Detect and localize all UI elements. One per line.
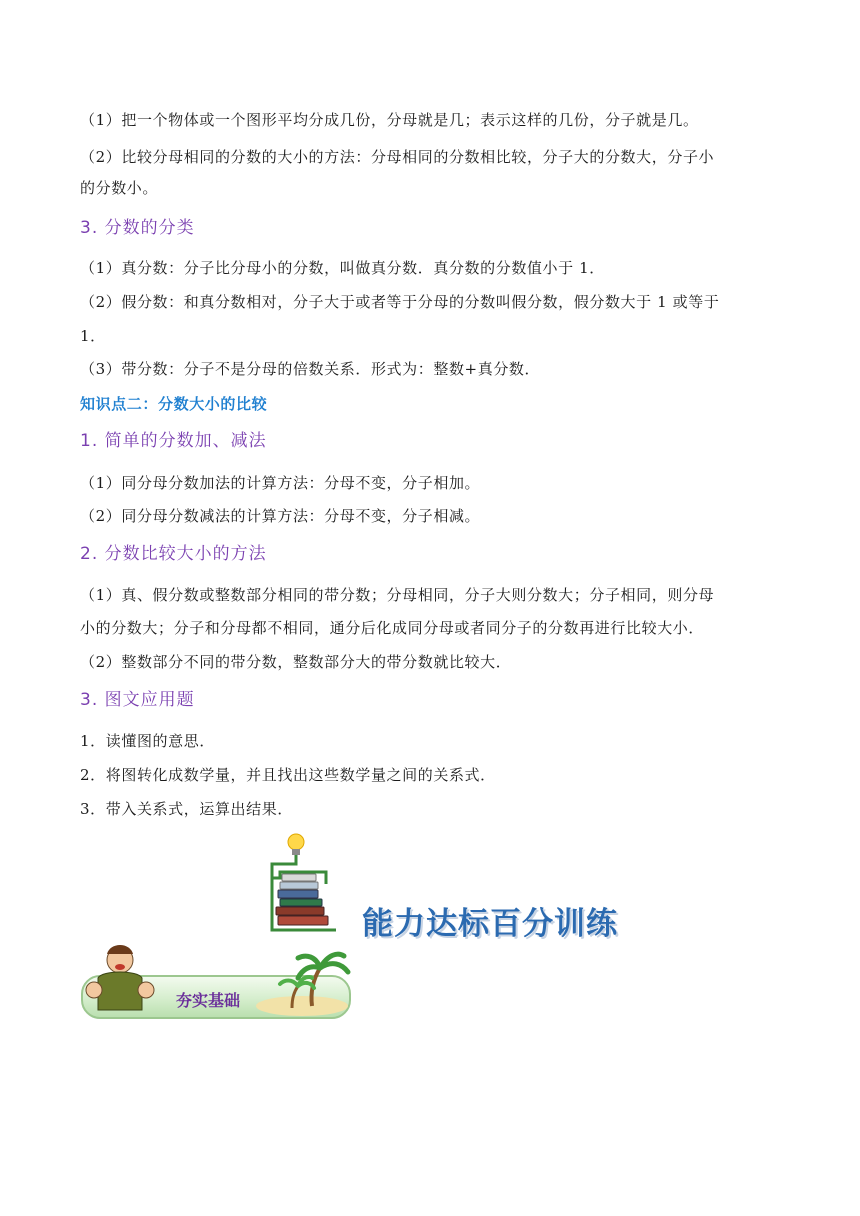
body-line: （3）带分数：分子不是分母的倍数关系．形式为：整数+真分数． [80,360,541,378]
body-line: （2）整数部分不同的带分数，整数部分大的带分数就比较大． [80,653,512,671]
body-line: 1． [80,327,106,345]
section-heading: 3. 分数的分类 [80,218,195,238]
body-line: （2）比较分母相同的分数的大小的方法：分母相同的分数相比较，分子大的分数大，分子小 [80,148,715,166]
body-line: 的分数小。 [80,179,159,197]
body-line: （1）同分母分数加法的计算方法：分母不变，分子相加。 [80,474,481,492]
body-line: （2）同分母分数减法的计算方法：分母不变，分子相减。 [80,507,481,525]
body-line: 3．带入关系式，运算出结果． [80,800,293,818]
banner-title: 能力达标百分训练 [362,906,618,942]
body-line: （1）把一个物体或一个图形平均分成几份，分母就是几；表示这样的几份，分子就是几。 [80,111,699,129]
body-line: （2）假分数：和真分数相对，分子大于或者等于分母的分数叫假分数，假分数大于 1 或等于 [80,293,720,311]
section-heading: 2. 分数比较大小的方法 [80,544,267,564]
body-line: 2．将图转化成数学量，并且找出这些数学量之间的关系式． [80,766,496,784]
body-line: （1）真、假分数或整数部分相同的带分数；分母相同，分子大则分数大；分子相同，则分母 [80,586,715,604]
section-heading: 1. 简单的分数加、减法 [80,431,267,451]
body-line: 1．读懂图的意思． [80,732,215,750]
knowledge-point-heading: 知识点二：分数大小的比较 [80,395,268,413]
books-lightbulb-icon [266,832,342,936]
section-heading: 3. 图文应用题 [80,690,195,710]
body-line: （1）真分数：分子比分母小的分数，叫做真分数．真分数的分数值小于 1． [80,259,605,277]
body-line: 小的分数大；分子和分母都不相同，通分后化成同分母或者同分子的分数再进行比较大小． [80,619,705,637]
section-label: 夯实基础 [176,991,241,1010]
